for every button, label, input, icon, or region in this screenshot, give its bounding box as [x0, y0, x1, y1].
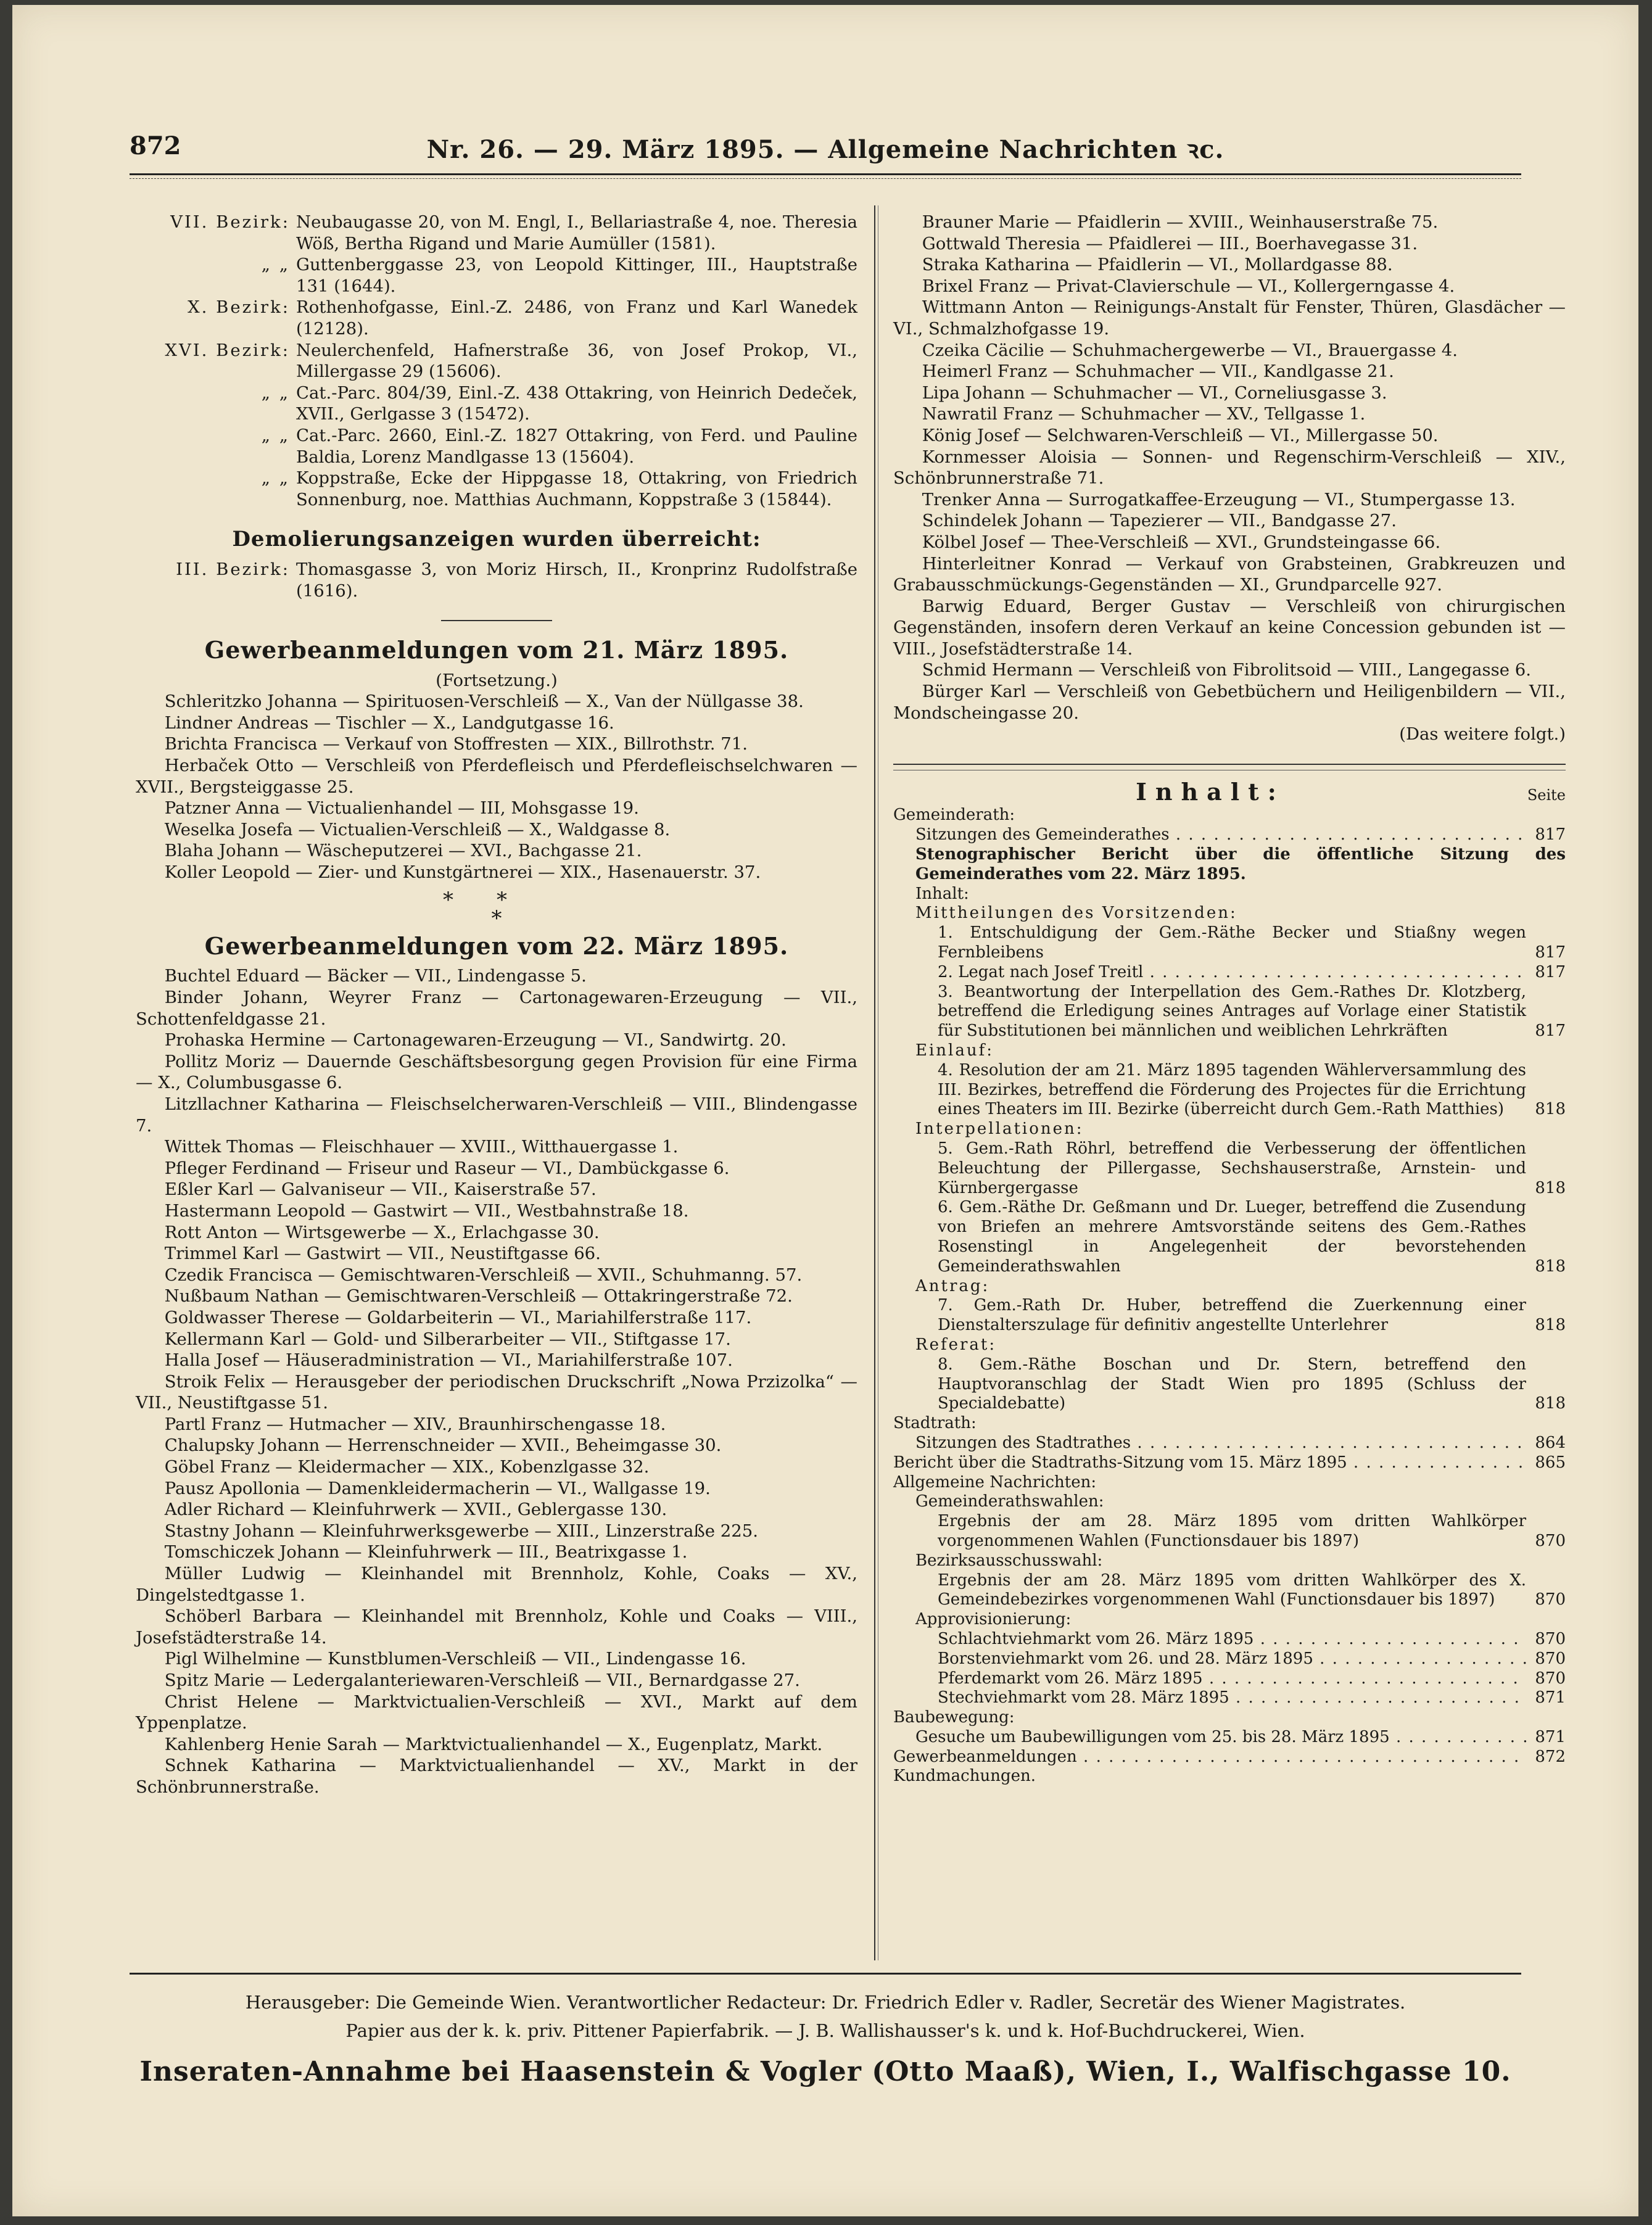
list-item: Lindner Andreas — Tischler — X., Landgutgasse 16.: [164, 712, 614, 733]
toc-entry-page: 871: [1535, 1688, 1566, 1707]
toc-page-col-label: Seite: [1527, 786, 1566, 804]
gewerbe-22-continued: [893, 212, 1566, 745]
district-entries: [136, 212, 857, 510]
district-text: Guttenberggasse 23, von Leopold Kittinger, III., Hauptstraße 131 (1644).: [296, 255, 857, 296]
asterism-bottom: *: [491, 906, 502, 931]
toc-entry: [893, 1061, 1566, 1120]
list-item: Spitz Marie — Ledergalanteriewaren-Verschleiß — VII., Bernardgasse 27.: [164, 1670, 800, 1690]
district-entry: [136, 254, 857, 297]
district-label: XVI. Bezirk:: [165, 340, 290, 360]
toc-group: Bezirksausschusswahl:: [915, 1551, 1103, 1570]
toc-entry-page: 870: [1535, 1669, 1566, 1688]
toc-entry-text: Schlachtviehmarkt vom 26. März 1895 . . .: [938, 1630, 1526, 1649]
imprint-publisher: Herausgeber: Die Gemeinde Wien. Verantwortlicher Redacteur: Dr. Friedrich Edler v. Radler, Secretär des Wiener Magistrates.: [245, 1992, 1406, 2013]
toc-entry: [893, 1355, 1566, 1414]
toc-entry: [893, 1649, 1566, 1669]
toc-group: Interpellationen:: [915, 1120, 1084, 1139]
toc-group: Gemeinderathswahlen:: [915, 1492, 1104, 1511]
toc-group: Approvisionierung:: [915, 1610, 1072, 1629]
list-item: Partl Franz — Hutmacher — XIV., Braunhirschengasse 18.: [164, 1414, 666, 1434]
toc-entry-text: Gesuche um Baubewilligungen vom 25. bis 28. März 1895 . . .: [915, 1728, 1526, 1748]
toc-entry: [893, 1571, 1566, 1611]
toc-entry: [893, 963, 1566, 983]
list-item: Pausz Apollonia — Damenkleidermacherin — VI., Wallgasse 19.: [164, 1478, 711, 1498]
imprint-printer: Papier aus der k. k. priv. Pittener Papierfabrik. — J. B. Wallishausser's k. und k. Hof-Buchdruckerei, Wien.: [345, 2020, 1305, 2041]
district-text: Neulerchenfeld, Hafnerstraße 36, von Josef Prokop, VI., Millergasse 29 (15606).: [296, 340, 857, 382]
toc-entry-page: 818: [1535, 1257, 1566, 1276]
gewerbe-21-list: [136, 691, 857, 883]
toc-entry-page: 870: [1535, 1629, 1566, 1648]
list-item: Patzner Anna — Victualienhandel — III, Mohsgasse 19.: [164, 798, 639, 819]
list-item: Barwig Eduard, Berger Gustav — Verschleiß von chirurgischen Gegenständen, insofern deren Verkauf an keine Concession gebunden ist — VIII., Josefstädterstraße 14.: [893, 596, 1566, 659]
page-header: [130, 131, 1521, 168]
district-label: „ „: [261, 382, 290, 403]
toc-entry-page: 818: [1535, 1394, 1566, 1413]
toc-entry-text: Pferdemarkt vom 26. März 1895 . . .: [938, 1669, 1526, 1689]
list-item: König Josef — Selchwaren-Verschleiß — VI., Millergasse 50.: [922, 425, 1439, 445]
list-item: Litzllachner Katharina — Fleischselcherwaren-Verschleiß — VIII., Blindengasse 7.: [136, 1094, 857, 1136]
list-item: Brichta Francisca — Verkauf von Stoffresten — XIX., Billrothstr. 71.: [164, 734, 748, 754]
list-item: Lipa Johann — Schuhmacher — VI., Corneliusgasse 3.: [922, 382, 1387, 403]
list-item: Nußbaum Nathan — Gemischtwaren-Verschleiß — Ottakringerstraße 72.: [164, 1286, 793, 1307]
toc-entry-text: Ergebnis der am 28. März 1895 vom dritten Wahlkörper des X. Gemeindebezirkes vorgenommenen Wahl (Functionsdauer bis 1897): [938, 1571, 1526, 1609]
footer-rule: [130, 1973, 1521, 1975]
toc-entry-page: 871: [1535, 1727, 1566, 1746]
toc-entry-text: 3. Beantwortung der Interpellation des Gem.-Rathes Dr. Klotzberg, betreffend die Erledigung seines Antrages auf Vorlage einer Statistik für Substitutionen bei männlichen und weiblichen Lehrkräften: [938, 982, 1526, 1041]
newspaper-page: [12, 5, 1638, 2216]
list-item: Brixel Franz — Privat-Clavierschule — VI., Kollergerngasse 4.: [922, 276, 1455, 296]
list-item: Müller Ludwig — Kleinhandel mit Brennholz, Kohle, Coaks — XV., Dingelstedtgasse 1.: [136, 1564, 857, 1605]
list-item: Halla Josef — Häuseradministration — VI., Mariahilferstraße 107.: [164, 1350, 733, 1371]
star: *: [443, 887, 497, 912]
district-label: „ „: [261, 255, 290, 275]
table-of-contents: [893, 806, 1566, 1786]
list-item: Goldwasser Therese — Goldarbeiterin — VI., Mariahilferstraße 117.: [164, 1307, 752, 1327]
imprint-footer: [130, 1973, 1521, 2115]
list-item: Eßler Karl — Galvaniseur — VII., Kaiserstraße 57.: [164, 1179, 597, 1200]
list-item: Kölbel Josef — Thee-Verschleiß — XVI., Grundsteingasse 66.: [922, 532, 1441, 552]
list-item: Schindelek Johann — Tapezierer — VII., Bandgasse 27.: [922, 511, 1397, 531]
demolition-heading: Demolierungsanzeigen wurden überreicht:: [232, 527, 761, 552]
list-item: Straka Katharina — Pfaidlerin — VI., Mollardgasse 88.: [922, 255, 1393, 275]
list-item: Blaha Johann — Wäscheputzerei — XVI., Bachgasse 21.: [164, 841, 642, 861]
toc-entry-text: 2. Legat nach Josef Treitl . . .: [938, 963, 1526, 983]
list-item: Herbaček Otto — Verschleiß von Pferdefleisch und Pferdefleischselchwaren — XVII., Bergsteiggasse 25.: [136, 756, 857, 797]
toc-entry: [893, 825, 1566, 845]
toc-entry-text: 7. Gem.-Rath Dr. Huber, betreffend die Zuerkennung einer Dienstalterszulage für definitiv angestellte Unterlehrer: [938, 1296, 1526, 1335]
toc-entry-page: 818: [1535, 1178, 1566, 1197]
toc-entry-page: 870: [1535, 1531, 1566, 1550]
district-entry: [136, 382, 857, 425]
left-column: [136, 212, 857, 1798]
toc-entry-text: Ergebnis der am 28. März 1895 vom dritten Wahlkörper vorgenommenen Wahlen (Functionsdauer bis 1897): [938, 1512, 1526, 1550]
list-item: Buchtel Eduard — Bäcker — VII., Lindengasse 5.: [164, 966, 587, 986]
page-number: 872: [130, 131, 181, 160]
list-item: Trimmel Karl — Gastwirt — VII., Neustiftgasse 66.: [164, 1244, 601, 1264]
district-text: Thomasgasse 3, von Moriz Hirsch, II., Kronprinz Rudolfstraße (1616).: [296, 559, 857, 601]
list-item: Pigl Wilhelmine — Kunstblumen-Verschleiß — VII., Lindengasse 16.: [164, 1649, 746, 1669]
toc-entry-text: 4. Resolution der am 21. März 1895 tagenden Wählerversammlung des III. Bezirkes, betreffend die Förderung des Projectes für die Errichtung eines Theaters im III. Bezirke (überreicht durch Gem.-Rath Matthies): [938, 1060, 1526, 1119]
district-label: VII. Bezirk:: [170, 212, 290, 232]
list-item: Binder Johann, Weyrer Franz — Cartonagewaren-Erzeugung — VII., Schottenfeldgasse 21.: [136, 988, 857, 1029]
list-item: Prohaska Hermine — Cartonagewaren-Erzeugung — VI., Sandwirtg. 20.: [164, 1030, 787, 1051]
list-item: Gottwald Theresia — Pfaidlerei — III., Boerhavegasse 31.: [922, 233, 1418, 254]
toc-section: Allgemeine Nachrichten:: [893, 1472, 1097, 1492]
list-item: Christ Helene — Marktvictualien-Verschleiß — XVI., Markt auf dem Yppenplatze.: [136, 1691, 857, 1733]
list-item: Wittmann Anton — Reinigungs-Anstalt für Fenster, Thüren, Glasdächer — VI., Schmalzhofgasse 19.: [893, 297, 1566, 339]
list-item: Adler Richard — Kleinfuhrwerk — XVII., Geblergasse 130.: [164, 1500, 667, 1520]
district-text: Neubaugasse 20, von M. Engl, I., Bellariastraße 4, noe. Theresia Wöß, Bertha Rigand und Marie Aumüller (1581).: [296, 212, 857, 254]
header-rule-dashed: [130, 178, 1521, 179]
list-item: Hastermann Leopold — Gastwirt — VII., Westbahnstraße 18.: [164, 1200, 689, 1221]
toc-entry-page: 817: [1535, 825, 1566, 844]
toc-entry: [893, 1728, 1566, 1748]
district-label: „ „: [261, 468, 290, 489]
list-item: Stastny Johann — Kleinfuhrwerksgewerbe — XIII., Linzerstraße 225.: [164, 1521, 758, 1541]
district-entry: [136, 425, 857, 468]
toc-group: Referat:: [915, 1335, 997, 1354]
toc-entry-text: 8. Gem.-Räthe Boschan und Dr. Stern, betreffend den Hauptvoranschlag der Stadt Wien pro 1895 (Schluss der Specialdebatte): [938, 1355, 1526, 1413]
list-item: Bürger Karl — Verschleiß von Gebetbüchern und Heiligenbildern — VII., Mondscheingasse 20.: [893, 682, 1566, 723]
list-item: Nawratil Franz — Schuhmacher — XV., Tellgasse 1.: [922, 404, 1366, 424]
toc-entry-text: Gewerbeanmeldungen . . .: [893, 1748, 1526, 1767]
running-title: Nr. 26. — 29. März 1895. — Allgemeine Nachrichten ꝛc.: [426, 135, 1225, 164]
list-item: Kornmesser Aloisia — Sonnen- und Regenschirm-Verschleiß — XIV., Schönbrunnerstraße 71.: [893, 447, 1566, 489]
toc-entry-text: Sitzungen des Gemeinderathes . . .: [915, 825, 1526, 845]
district-label: III. Bezirk:: [176, 559, 290, 579]
list-item: Wittek Thomas — Fleischhauer — XVIII., Witthauergasse 1.: [164, 1137, 679, 1157]
toc-entry: [893, 923, 1566, 963]
list-item: Brauner Marie — Pfaidlerin — XVIII., Weinhauserstraße 75.: [922, 212, 1439, 232]
toc-subheading: Inhalt:: [915, 884, 969, 903]
list-item: Hinterleitner Konrad — Verkauf von Grabsteinen, Grabkreuzen und Grabausschmückungs-Gegenständen — XI., Grundparcelle 927.: [893, 553, 1566, 595]
toc-section: Stadtrath:: [893, 1414, 977, 1433]
advertising-notice: Inseraten-Annahme bei Haasenstein & Vogler (Otto Maaß), Wien, I., Walfischgasse 10.: [139, 2056, 1511, 2087]
toc-entry-text: Sitzungen des Stadtrathes . . .: [915, 1434, 1526, 1453]
list-item: Trenker Anna — Surrogatkaffee-Erzeugung — VI., Stumpergasse 13.: [922, 489, 1516, 510]
district-text: Rothenhofgasse, Einl.-Z. 2486, von Franz und Karl Wanedek (12128).: [296, 297, 857, 339]
list-item: Chalupsky Johann — Herrenschneider — XVII., Beheimgasse 30.: [164, 1435, 722, 1456]
toc-entry-page: 870: [1535, 1590, 1566, 1609]
toc-entry: [893, 1748, 1566, 1767]
toc-section: Kundmachungen.: [893, 1767, 1036, 1786]
toc-rule-top: [893, 764, 1566, 765]
toc-entry: [893, 1198, 1566, 1276]
toc-entry-text: Bericht über die Stadtraths-Sitzung vom 15. März 1895 . . .: [893, 1453, 1526, 1473]
continuation-note: (Fortsetzung.): [436, 670, 558, 690]
toc-entry: [893, 1669, 1566, 1689]
toc-entry-text: 6. Gem.-Räthe Dr. Geßmann und Dr. Lueger, betreffend die Zusendung von Briefen an mehrere Amtsvorstände seitens des Gem.-Rathes Rosenstingl in Angelegenheit der bevorstehenden Gemeinderathswahlen: [938, 1198, 1526, 1276]
toc-entry-page: 817: [1535, 962, 1566, 981]
list-item: Pollitz Moriz — Dauernde Geschäftsbesorgung gegen Provision für eine Firma — X., Columbusgasse 6.: [136, 1051, 857, 1093]
toc-subsection-title: Stenographischer Bericht über die öffentliche Sitzung des Gemeinderathes vom 22. März 1895.: [915, 845, 1566, 883]
district-entry: [136, 212, 857, 254]
toc-entry: [893, 1434, 1566, 1453]
toc-entry-page: 864: [1535, 1433, 1566, 1452]
toc-entry: [893, 1296, 1566, 1335]
toc-entry: [893, 1512, 1566, 1551]
gewerbe-22-heading: Gewerbeanmeldungen vom 22. März 1895.: [204, 931, 789, 960]
toc-section: Baubewegung:: [893, 1708, 1015, 1727]
toc-header: [893, 777, 1566, 806]
district-text: Cat.-Parc. 804/39, Einl.-Z. 438 Ottakring, von Heinrich Dedeček, XVII., Gerlgasse 3 (15472).: [296, 382, 857, 424]
toc-entry-page: 818: [1535, 1316, 1566, 1335]
toc-entry-text: Stechviehmarkt vom 28. März 1895 . . .: [938, 1688, 1526, 1708]
district-entry: [136, 340, 857, 382]
list-item: Göbel Franz — Kleidermacher — XIX., Kobenzlgasse 32.: [164, 1457, 650, 1477]
list-item: Pfleger Ferdinand — Friseur und Raseur — VI., Dambückgasse 6.: [164, 1158, 730, 1178]
list-item: Czedik Francisca — Gemischtwaren-Verschleiß — XVII., Schuhmanng. 57.: [164, 1265, 803, 1285]
toc-entry-text: Borstenviehmarkt vom 26. und 28. März 1895 . . .: [938, 1649, 1526, 1669]
list-item: Schöberl Barbara — Kleinhandel mit Brennholz, Kohle und Coaks — VIII., Josefstädterstraße 14.: [136, 1606, 857, 1648]
district-label: „ „: [261, 425, 290, 445]
star: *: [497, 887, 550, 912]
toc-entry-page: 865: [1535, 1453, 1566, 1472]
list-item: Rott Anton — Wirtsgewerbe — X., Erlachgasse 30.: [164, 1222, 600, 1242]
toc-entry-text: 1. Entschuldigung der Gem.-Räthe Becker und Stiaßny wegen Fernbleibens: [938, 923, 1526, 962]
toc-entry: [893, 1630, 1566, 1649]
column-divider: [874, 205, 875, 1960]
list-item: Weselka Josefa — Victualien-Verschleiß — X., Waldgasse 8.: [164, 819, 671, 840]
gewerbe-22-list: [136, 965, 857, 1798]
toc-group: Einlauf:: [915, 1041, 994, 1060]
gewerbe-21-heading: Gewerbeanmeldungen vom 21. März 1895.: [204, 636, 789, 664]
toc-entry: [893, 1453, 1566, 1473]
list-item: Stroik Felix — Herausgeber der periodischen Druckschrift „Nowa Przizolka“ — VII., Neustiftgasse 51.: [136, 1371, 857, 1413]
toc-entry-page: 870: [1535, 1649, 1566, 1668]
list-item: Czeika Cäcilie — Schuhmachergewerbe — VI., Brauergasse 4.: [922, 340, 1458, 360]
district-label: X. Bezirk:: [188, 297, 290, 318]
toc-entry-page: 817: [1535, 1022, 1566, 1041]
toc-entry: [893, 1139, 1566, 1198]
right-column: [893, 212, 1566, 1786]
district-entry: [136, 297, 857, 339]
list-item: Tomschiczek Johann — Kleinfuhrwerk — III., Beatrixgasse 1.: [164, 1542, 688, 1562]
list-item: Kahlenberg Henie Sarah — Marktvictualienhandel — X., Eugenplatz, Markt.: [164, 1734, 823, 1754]
toc-entry-text: 5. Gem.-Rath Röhrl, betreffend die Verbesserung der öffentlichen Beleuchtung der Pillergasse, Sechshauserstraße, Arnstein- und Kürnbergergasse: [938, 1139, 1526, 1197]
toc-entry: [893, 1688, 1566, 1708]
list-item: Schleritzko Johanna — Spirituosen-Verschleiß — X., Van der Nüllgasse 38.: [164, 691, 804, 712]
toc-section: Gemeinderath:: [893, 806, 1015, 825]
toc-entry-page: 872: [1535, 1747, 1566, 1766]
toc-entry-page: 818: [1535, 1100, 1566, 1119]
demolition-entry: [136, 559, 857, 601]
section-rule: [441, 620, 552, 621]
toc-title: Inhalt:: [1136, 777, 1285, 806]
toc-group: Antrag:: [915, 1276, 990, 1295]
district-text: Cat.-Parc. 2660, Einl.-Z. 1827 Ottakring, von Ferd. und Pauline Baldia, Lorenz Mandlgasse 13 (15604).: [296, 425, 857, 467]
list-item: Schmid Hermann — Verschleiß von Fibrolitsoid — VIII., Langegasse 6.: [922, 660, 1531, 680]
toc-entry: [893, 983, 1566, 1041]
toc-group: Mittheilungen des Vorsitzenden:: [915, 904, 1237, 923]
continued-note: (Das weitere folgt.): [1399, 724, 1566, 745]
list-item: Kellermann Karl — Gold- und Silberarbeiter — VII., Stiftgasse 17.: [164, 1329, 731, 1349]
district-text: Koppstraße, Ecke der Hippgasse 18, Ottakring, von Friedrich Sonnenburg, noe. Matthias Auchmann, Koppstraße 3 (15844).: [296, 468, 857, 510]
list-item: Koller Leopold — Zier- und Kunstgärtnerei — XIX., Hasenauerstr. 37.: [164, 862, 761, 883]
list-item: Schnek Katharina — Marktvictualienhandel — XV., Markt in der Schönbrunnerstraße.: [136, 1756, 857, 1797]
district-entry: [136, 468, 857, 510]
header-rule: [130, 173, 1521, 175]
toc-entry-page: 817: [1535, 943, 1566, 962]
list-item: Heimerl Franz — Schuhmacher — VII., Kandlgasse 21.: [922, 361, 1394, 382]
